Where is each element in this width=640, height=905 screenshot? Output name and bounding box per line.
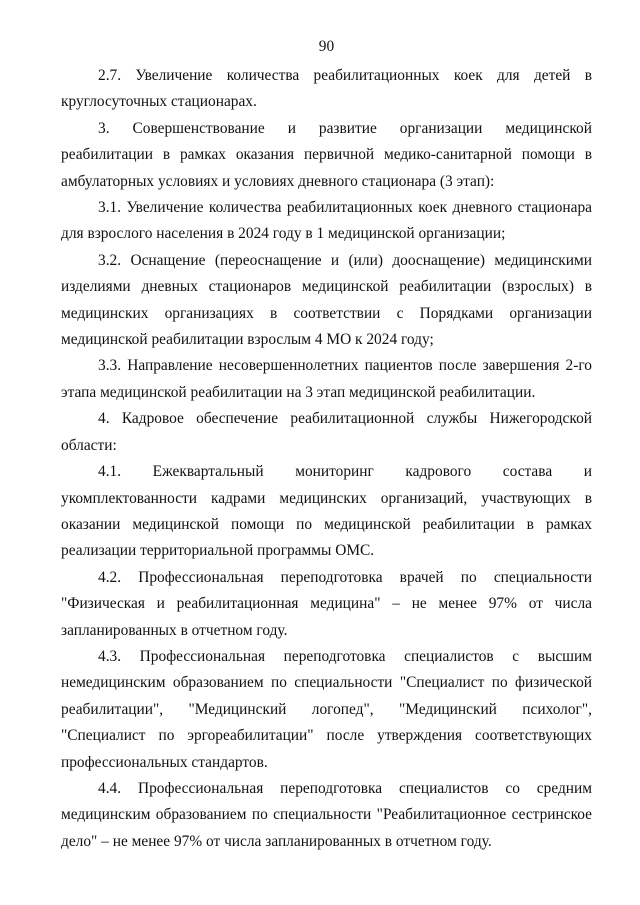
paragraph-3-3: 3.3. Направление несовершеннолетних пациентов после завершения 2-го этапа медицинской реабилитации на 3 этап медицинской реабилитации. [61,357,592,401]
paragraph-4-4: 4.4. Профессиональная переподготовка специалистов со средним медицинским образованием по специальности "Реабилитационное сестринское дело" – не менее 97% от числа запланированных в отчетном году. [61,779,592,850]
paragraph-3-2: 3.2. Оснащение (переоснащение и (или) дооснащение) медицинскими изделиями дневных стационаров медицинской реабилитации (взрослых) в медицинских организациях в соответствии с Порядками организации медицинской реабилитации взрослым 4 МО к 2024 году; [61,251,592,349]
paragraph-2-7: 2.7. Увеличение количества реабилитационных коек для детей в круглосуточных стационарах. [61,67,592,111]
paragraph-4-2: 4.2. Профессиональная переподготовка врачей по специальности "Физическая и реабилитационная медицина" – не менее 97% от числа запланированных в отчетном году. [61,568,592,639]
paragraph-4-1: 4.1. Ежеквартальный мониторинг кадрового состава и укомплектованности кадрами медицинских организаций, участвующих в оказании медицинской помощи по медицинской реабилитации в рамках реализации территориальной программы ОМС. [61,463,592,560]
paragraph-4: 4. Кадровое обеспечение реабилитационной службы Нижегородской области: [61,410,592,454]
page-number: 90 [318,38,335,55]
paragraph-3: 3. Совершенствование и развитие организации медицинской реабилитации в рамках оказания первичной медико-санитарной помощи в амбулаторных условиях и условиях дневного стационара (3 этап): [61,119,592,190]
paragraph-4-3: 4.3. Профессиональная переподготовка специалистов с высшим немедицинским образованием по специальности "Специалист по физической реабилитации", "Медицинский логопед", "Медицинский психолог", "Специалист по эргореабилитации" после утверждения соответствующих профессиональных стандартов. [61,647,592,771]
paragraph-3-1: 3.1. Увеличение количества реабилитационных коек дневного стационара для взрослого населения в 2024 году в 1 медицинской организации; [61,199,592,243]
